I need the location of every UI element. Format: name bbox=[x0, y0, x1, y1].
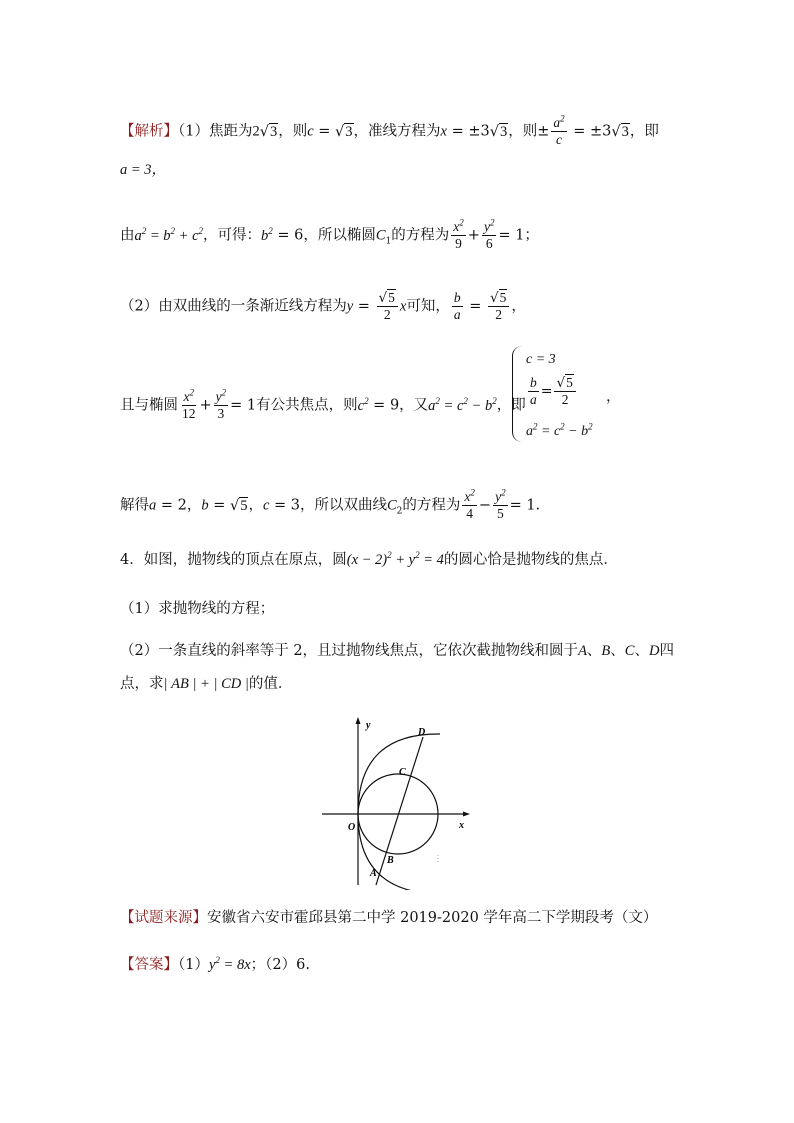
label-d: D bbox=[418, 727, 426, 738]
answer-tag: 【答案】 bbox=[120, 957, 178, 973]
secant-line bbox=[376, 737, 423, 885]
equation-system: c = 3 $\frac{b}{a}$ = $\frac{√5}{2}$ $a^2 = c^2 - b^2$ bbox=[512, 346, 622, 446]
analysis-line-5: 且与椭圆 $\frac{x^2}{12}$ + $\frac{y^2}{3}$ = 1有公共焦点，则$c^2 = 9$，又$a^2 = c^2 - b^2$，即 bbox=[120, 387, 526, 422]
source-line bbox=[120, 911, 657, 926]
parabola-circle-figure bbox=[320, 715, 480, 890]
label-y: y bbox=[366, 720, 371, 731]
label-origin: O bbox=[348, 822, 356, 833]
label-a: A bbox=[370, 868, 377, 879]
y-axis-arrow bbox=[356, 717, 361, 724]
analysis-tag: 【解析】 bbox=[120, 123, 178, 140]
analysis-line-3: 由$a^2 = b^2 + c^2$，可得：$b^2 = 6$，所以椭圆$C_1$的方程为 $\frac{x^2}{9}$ + $\frac{y^2}{6}$ = 1； bbox=[120, 217, 539, 252]
label-x: x bbox=[459, 820, 464, 831]
source-tag: 【试题来源】 bbox=[120, 910, 207, 926]
analysis-line-1: 【解析】（1）焦距为2√3，则c = √3，准线方程为x = ±3√3，则± $\frac{a^2}{c}$ = ±3√3，即 bbox=[120, 113, 659, 148]
analysis-line-2: a = 3， bbox=[120, 162, 167, 178]
question-4-part-2-cont: 点，求| AB | + | CD |的值． bbox=[120, 676, 293, 692]
analysis-line-6: 解得a = 2，b = √5，c = 3，所以双曲线$C_2$的方程为 $\frac{x^2}{4}$ − $\frac{y^2}{5}$ = 1. bbox=[120, 487, 541, 522]
x-axis-arrow bbox=[463, 812, 470, 817]
answer-line: 【答案】$(1)y^2 = 8x$；（2）6. bbox=[120, 955, 310, 973]
question-4-part-2: （2）一条直线的斜率等于 2，且过抛物线焦点，它依次截抛物线和圆于A、B、C、D四 bbox=[120, 643, 674, 659]
analysis-line-4: （2）由双曲线的一条渐近线方程为y = $\frac{√5}{2}$ x可知， $\frac{b}{a}$ = $\frac{√5}{2}$ ， bbox=[120, 290, 526, 323]
label-b: B bbox=[387, 855, 394, 866]
label-c: C bbox=[399, 767, 406, 778]
question-4-line-1: 4．如图，抛物线的顶点在原点，圆$(x - 2)^2 + y^2 = 4$的圆心恰是抛物线的焦点． bbox=[120, 550, 618, 568]
source-text: 安徽省六安市霍邱县第二中学 2019-2020 学年高二下学期段考（文） bbox=[207, 910, 658, 926]
system-comma: ， bbox=[606, 389, 621, 405]
question-4-part-1: （1）求抛物线的方程； bbox=[120, 601, 275, 617]
